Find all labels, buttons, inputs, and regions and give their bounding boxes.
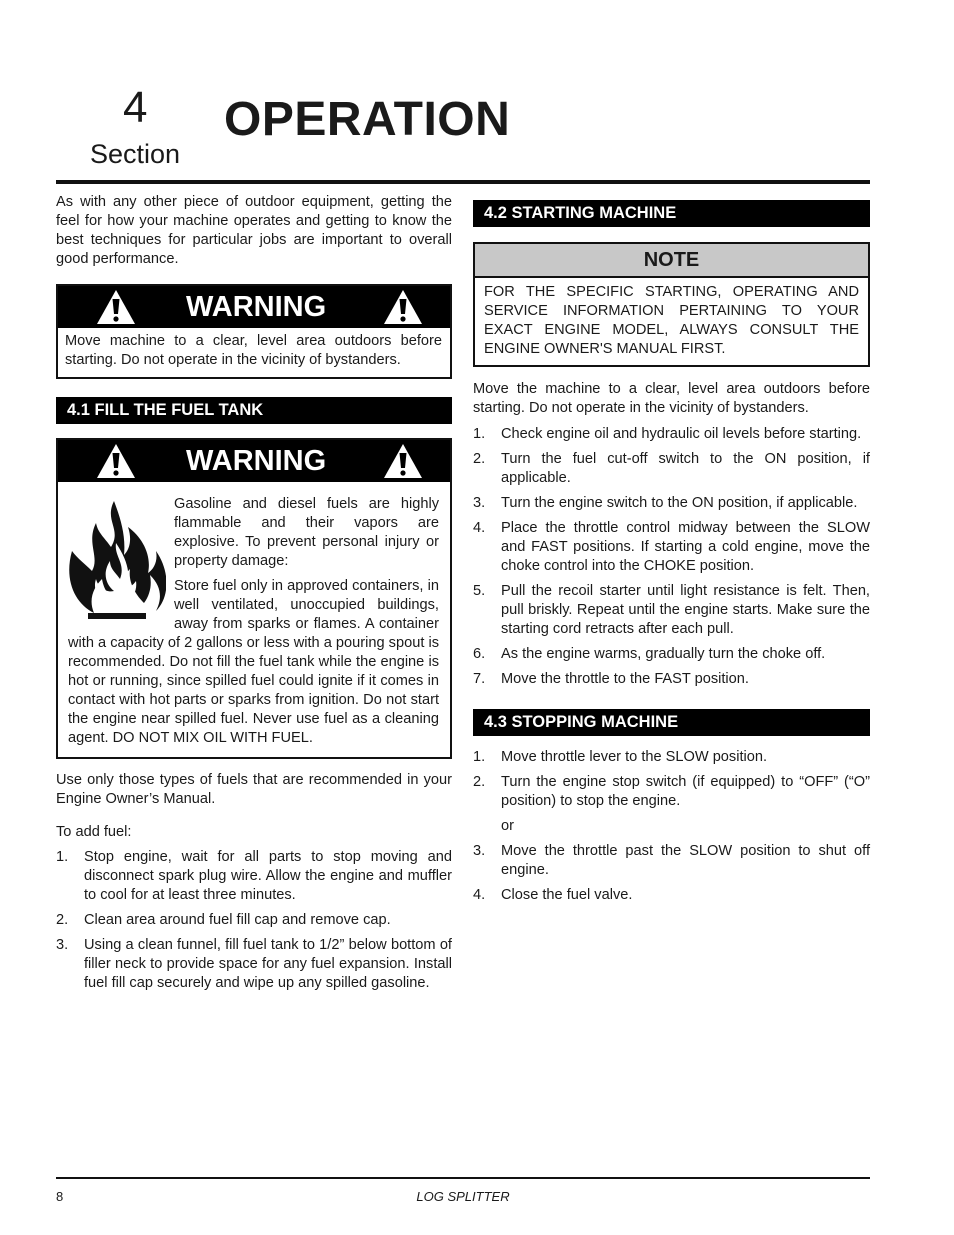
warning-header [58, 440, 450, 482]
list-item: 1. Stop engine, wait for all parts to stop moving and disconnect spark plug wire. Allow the engine and muffler to cool for at least three minutes. [56, 849, 452, 903]
list-item: 2. Clean area around fuel fill cap and remove cap. [56, 912, 391, 928]
list-item: 3. Turn the engine switch to the ON position, if applicable. [473, 495, 858, 511]
list-item: 3. Move the throttle past the SLOW position to shut off engine. [473, 843, 870, 878]
section-number: 4 [123, 83, 148, 132]
page-number: 8 [56, 1189, 64, 1204]
list-item: 3. Using a clean funnel, fill fuel tank to 1/2” below bottom of filler neck to provide space for any fuel expansion. Install fuel fill cap securely and wipe up any spilled gasoline. [56, 937, 452, 991]
right-column [473, 200, 870, 911]
starting-intro: Move the machine to a clear, level area outdoors before starting. Do not operate in the vicinity of bystanders. [473, 381, 870, 416]
to-add-fuel: To add fuel: [56, 824, 132, 840]
warning-label: WARNING [186, 291, 327, 323]
list-item: 4. Place the throttle control midway between the SLOW and FAST positions. If starting a cold engine, move the choke control into the CHOKE position. [473, 520, 870, 574]
stopping-steps-cont [473, 842, 870, 905]
list-item: 2. Turn the engine stop switch (if equipped) to “OFF” (“O” position) to stop the engine. [473, 774, 870, 809]
list-item: 1. Move throttle lever to the SLOW position. [473, 749, 768, 765]
section-word: Section [90, 139, 181, 169]
left-column [56, 193, 452, 999]
warning-text: Move machine to a clear, level area outdoors before starting. Do not operate in the vicinity of bystanders. [65, 333, 442, 368]
fuel-warning-para2: Store fuel only in approved containers, in well ventilated, unoccupied buildings, away from sparks or flames. A container with a capacity of 2 gallons or less with a pouring spout is recommended. Do not fill the fuel tank while the engine is hot or running, since spilled fuel could ignite if it comes in contact with hot parts or sparks from ignition. Do not start the engine near spilled fuel. Never use fuel as a cleaning agent. DO NOT MIX OIL WITH FUEL. [68, 578, 439, 746]
intro-paragraph: As with any other piece of outdoor equipment, getting the feel for how your machine operates and getting to know the best techniques for particular jobs are important to overall good performance. [56, 194, 452, 267]
starting-steps [473, 425, 870, 689]
page-title: OPERATION [224, 93, 511, 146]
warning-box-general [56, 284, 452, 379]
list-item: 5. Pull the recoil starter until light resistance is felt. Then, pull briskly. Repeat until the engine starts. Make sure the starting cord retracts after each pull. [473, 583, 870, 637]
warning-label: WARNING [186, 445, 327, 477]
running-title: LOG SPLITTER [416, 1189, 510, 1204]
list-item: 4. Close the fuel valve. [473, 887, 633, 903]
or-text: or [501, 818, 514, 834]
fuel-type-note: Use only those types of fuels that are recommended in your Engine Owner’s Manual. [56, 772, 452, 807]
list-item: 7. Move the throttle to the FAST position. [473, 671, 749, 687]
fuel-warning-para1: Gasoline and diesel fuels are highly flammable and their vapors are explosive. To prevent personal injury or property damage: [174, 496, 439, 569]
warning-triangle-icon [383, 443, 423, 479]
warning-box-fuel [56, 438, 452, 759]
list-item: 6. As the engine warms, gradually turn the choke off. [473, 646, 826, 662]
footer-rule [56, 1177, 870, 1179]
warning-body [58, 328, 450, 377]
add-fuel-steps [56, 848, 452, 993]
stopping-steps [473, 748, 870, 811]
note-label: NOTE [475, 244, 868, 278]
list-item: 2. Turn the fuel cut-off switch to the ON position, if applicable. [473, 451, 870, 486]
note-text: FOR THE SPECIFIC STARTING, OPERATING AND SERVICE INFORMATION PERTAINING TO YOUR EXACT ENGINE MODEL, ALWAYS CONSULT THE ENGINE OWNER'S MANUAL FIRST. [484, 284, 859, 357]
note-box [473, 242, 870, 367]
section-heading-4-1: 4.1 FILL THE FUEL TANK [56, 397, 452, 424]
warning-triangle-icon [383, 289, 423, 325]
header-rule [56, 180, 870, 184]
warning-triangle-icon [96, 289, 136, 325]
section-heading-4-2: 4.2 STARTING MACHINE [473, 200, 870, 227]
warning-triangle-icon [96, 443, 136, 479]
warning-body [58, 482, 450, 757]
warning-header [58, 286, 450, 328]
flame-icon [66, 499, 166, 624]
section-heading-4-3: 4.3 STOPPING MACHINE [473, 709, 870, 736]
list-item: 1. Check engine oil and hydraulic oil levels before starting. [473, 426, 862, 442]
